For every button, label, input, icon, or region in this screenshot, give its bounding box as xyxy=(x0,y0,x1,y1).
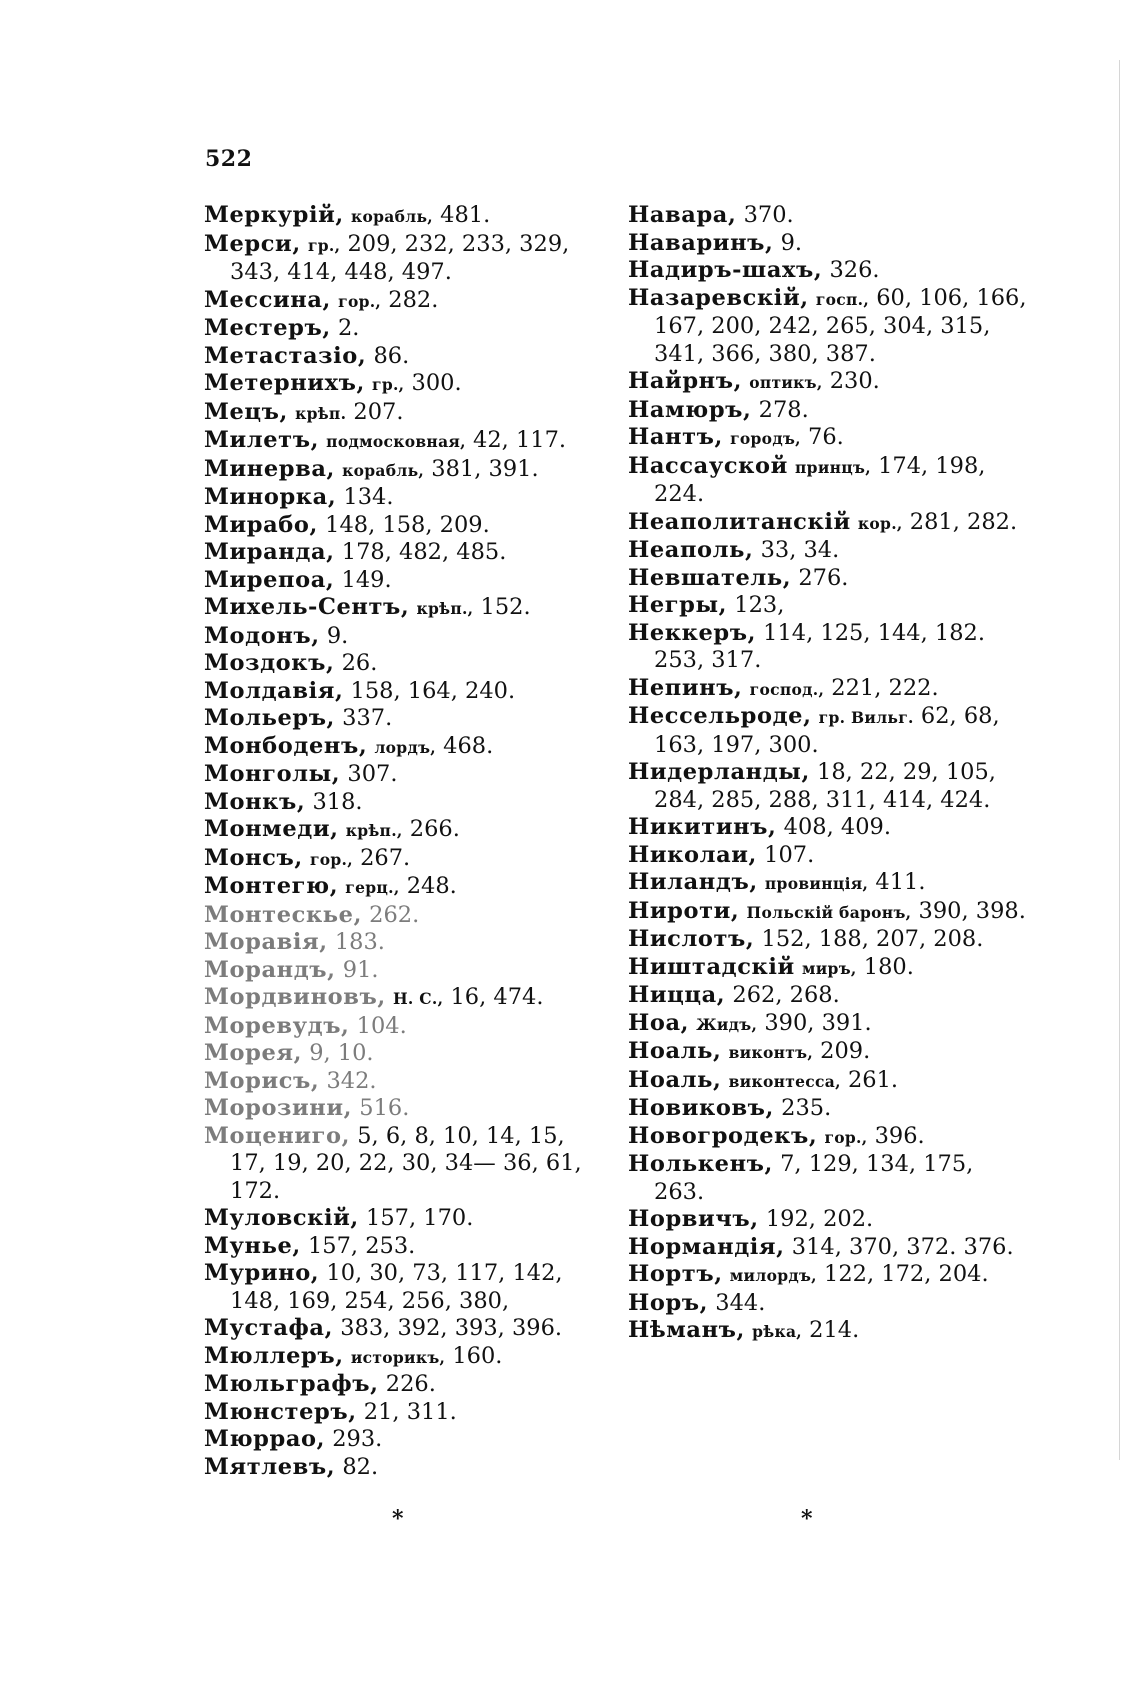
entry-headword: Моздокъ, xyxy=(204,650,335,676)
entry-headword: Неаполитанскій xyxy=(628,508,851,535)
entry-page-refs: 344. xyxy=(715,1289,766,1316)
index-entry xyxy=(204,1426,604,1454)
index-entry xyxy=(204,761,604,789)
entry-headword: Новиковъ, xyxy=(628,1095,774,1121)
entry-headword: Нессельроде, xyxy=(628,703,812,729)
entry-page-refs: 7, 129, 134, 175, 263. xyxy=(654,1151,974,1205)
entry-note: гр., xyxy=(372,375,405,394)
entry-headword: Монтегю, xyxy=(204,873,339,899)
index-entry xyxy=(204,1068,604,1096)
index-entry xyxy=(204,789,604,817)
entry-page-refs: 481. xyxy=(440,202,491,228)
entry-page-refs: 516. xyxy=(359,1095,410,1121)
entry-page-refs: 2. xyxy=(337,315,360,341)
entry-page-refs: 157, 253. xyxy=(307,1232,416,1259)
index-entry xyxy=(204,1399,604,1427)
index-entry xyxy=(628,202,1028,230)
entry-note: виконтъ, xyxy=(728,1043,814,1062)
entry-page-refs: 5, 6, 8, 10, 14, 15, 17, 19, 20, 22, 30, 34— 36, 61, 172. xyxy=(230,1122,582,1204)
entry-page-refs: 235. xyxy=(781,1095,832,1121)
entry-page-refs: 10, 30, 73, 117, 142, 148, 169, 254, 256, 380, xyxy=(230,1260,563,1314)
entry-note: госп., xyxy=(815,289,870,309)
entry-page-refs: 293. xyxy=(332,1426,383,1452)
entry-headword: Мессина, xyxy=(204,286,331,313)
index-entry xyxy=(204,567,604,595)
entry-page-refs: 107. xyxy=(764,841,815,868)
entry-headword: Нолькенъ, xyxy=(628,1151,773,1177)
entry-headword: Мунье, xyxy=(204,1232,301,1259)
index-column-left xyxy=(204,202,604,1481)
entry-page-refs: 370. xyxy=(743,202,794,228)
entry-page-refs: 262. xyxy=(369,901,420,928)
entry-headword: Мольеръ, xyxy=(204,705,335,731)
entry-page-refs: 60, 106, 166, 167, 200, 242, 265, 304, 315, 341, 366, 380, 387. xyxy=(654,284,1027,367)
entry-page-refs: 396. xyxy=(874,1122,925,1149)
entry-note: кор., xyxy=(857,513,903,533)
entry-headword: Неаполь, xyxy=(628,537,754,563)
entry-headword: Намюръ, xyxy=(628,396,752,423)
entry-page-refs: 18, 22, 29, 105, 284, 285, 288, 311, 414, 424. xyxy=(654,759,996,813)
entry-headword: Миранда, xyxy=(204,539,335,565)
entry-note: гор., xyxy=(309,849,353,869)
index-entry xyxy=(204,315,604,343)
index-entry xyxy=(204,370,604,399)
entry-page-refs: 390, 391. xyxy=(764,1009,872,1036)
entry-note: милордъ, xyxy=(729,1266,817,1285)
entry-page-refs: 411. xyxy=(875,869,926,895)
entry-note: виконтесса, xyxy=(728,1071,841,1091)
entry-headword: Навара, xyxy=(628,202,737,228)
page-number: 522 xyxy=(205,146,253,172)
entry-note: провинція, xyxy=(764,874,869,893)
entry-page-refs: 307. xyxy=(347,761,398,787)
index-entry xyxy=(628,1151,1028,1206)
index-entry xyxy=(204,816,604,845)
entry-page-refs: 91. xyxy=(342,956,379,983)
index-entry xyxy=(204,539,604,567)
index-entry xyxy=(628,982,1028,1010)
index-entry xyxy=(628,954,1028,983)
entry-page-refs: 158, 164, 240. xyxy=(350,677,516,704)
entry-headword: Назаревскій, xyxy=(628,284,809,311)
entry-page-refs: 160. xyxy=(452,1342,503,1369)
index-entry xyxy=(204,343,604,371)
index-entry xyxy=(204,1205,604,1233)
entry-headword: Моцениго, xyxy=(204,1122,351,1149)
index-entry xyxy=(628,565,1028,593)
index-entry xyxy=(628,285,1028,369)
entry-headword: Нассауской xyxy=(628,452,788,479)
entry-page-refs: 207. xyxy=(353,398,404,425)
entry-headword: Милетъ, xyxy=(204,427,320,453)
entry-headword: Ноаль, xyxy=(628,1066,722,1093)
entry-headword: Морандъ, xyxy=(204,956,336,983)
entry-page-refs: 123, xyxy=(734,592,785,618)
index-entry xyxy=(628,703,1028,759)
entry-note: корабль, xyxy=(350,207,433,226)
entry-note: историкъ, xyxy=(350,1347,446,1367)
entry-page-refs: 261. xyxy=(847,1066,899,1093)
index-entry xyxy=(204,1040,604,1068)
entry-headword: Мерси, xyxy=(204,230,301,257)
index-entry xyxy=(628,926,1028,954)
entry-page-refs: 408, 409. xyxy=(783,814,891,840)
index-entry xyxy=(204,929,604,957)
index-entry xyxy=(204,1123,604,1206)
entry-headword: Молдавія, xyxy=(204,677,344,704)
index-entry xyxy=(204,873,604,902)
entry-note: оптикъ, xyxy=(749,373,823,392)
index-entry xyxy=(204,594,604,623)
entry-page-refs: 221, 222. xyxy=(831,674,939,701)
index-entry xyxy=(628,1290,1028,1318)
index-entry xyxy=(628,675,1028,704)
entry-page-refs: 122, 172, 204. xyxy=(824,1261,989,1287)
entry-note: господ., xyxy=(749,679,825,699)
index-entry xyxy=(628,537,1028,565)
entry-note: подмосковная, xyxy=(326,432,466,451)
entry-headword: Нормандія, xyxy=(628,1233,785,1260)
index-entry xyxy=(204,1343,604,1372)
entry-headword: Нортъ, xyxy=(628,1261,723,1287)
entry-headword: Мятлевъ, xyxy=(204,1453,336,1480)
index-entry xyxy=(204,845,604,874)
index-entry xyxy=(204,1315,604,1343)
index-entry xyxy=(204,287,604,316)
entry-headword: Мирепоа, xyxy=(204,566,335,593)
entry-page-refs: 276. xyxy=(798,564,849,591)
entry-headword: Негры, xyxy=(628,592,728,618)
entry-headword: Нѣманъ, xyxy=(628,1317,745,1343)
entry-note: крѣп. xyxy=(295,403,347,423)
scan-edge-line xyxy=(1119,60,1120,1460)
index-entry xyxy=(628,620,1028,675)
entry-page-refs: 278. xyxy=(758,396,809,423)
index-entry xyxy=(628,397,1028,425)
index-entry xyxy=(628,869,1028,898)
entry-note: Польскій баронъ, xyxy=(746,902,912,922)
index-entry xyxy=(204,678,604,706)
index-entry xyxy=(204,1095,604,1123)
index-entry xyxy=(628,1067,1028,1096)
entry-page-refs: 192, 202. xyxy=(765,1206,874,1232)
entry-page-refs: 114, 125, 144, 182. 253, 317. xyxy=(654,619,986,673)
index-entry xyxy=(204,623,604,651)
entry-headword: Модонъ, xyxy=(204,622,320,649)
entry-note: Жидъ, xyxy=(696,1014,758,1034)
entry-note: крѣп., xyxy=(416,599,474,618)
index-entry xyxy=(204,1260,604,1315)
entry-headword: Ноаль, xyxy=(628,1038,722,1064)
index-entry xyxy=(628,592,1028,620)
entry-headword: Монбоденъ, xyxy=(204,732,368,759)
entry-headword: Ништадскій xyxy=(628,953,795,980)
index-entry xyxy=(628,424,1028,453)
entry-page-refs: 62, 68, 163, 197, 300. xyxy=(654,703,1000,758)
entry-page-refs: 337. xyxy=(342,705,393,731)
entry-headword: Найрнъ, xyxy=(628,368,743,394)
entry-headword: Мирабо, xyxy=(204,511,318,538)
entry-page-refs: 174, 198, 224. xyxy=(654,452,986,507)
entry-note: гр. Вильг. xyxy=(818,708,914,727)
index-entry xyxy=(628,759,1028,814)
entry-page-refs: 390, 398. xyxy=(918,897,1026,924)
index-entry xyxy=(204,705,604,733)
index-entry xyxy=(628,230,1028,258)
entry-page-refs: 230. xyxy=(829,368,880,394)
entry-headword: Надиръ-шахъ, xyxy=(628,257,823,283)
entry-headword: Моравія, xyxy=(204,929,328,955)
index-entry xyxy=(204,484,604,512)
entry-headword: Метернихъ, xyxy=(204,370,365,396)
entry-headword: Мустафа, xyxy=(204,1315,334,1341)
entry-page-refs: 262, 268. xyxy=(732,982,840,1008)
entry-page-refs: 76. xyxy=(808,424,844,450)
entry-page-refs: 383, 392, 393, 396. xyxy=(340,1315,563,1341)
entry-headword: Минорка, xyxy=(204,484,337,510)
entry-headword: Ниландъ, xyxy=(628,869,758,895)
index-entry xyxy=(628,1261,1028,1290)
entry-headword: Мордвиновъ, xyxy=(204,984,386,1010)
index-entry xyxy=(628,898,1028,927)
entry-note: рѣка, xyxy=(752,1322,802,1341)
entry-page-refs: 86. xyxy=(373,342,410,369)
entry-note: крѣп., xyxy=(345,821,403,840)
entry-page-refs: 318. xyxy=(312,788,363,815)
entry-headword: Морисъ, xyxy=(204,1067,320,1094)
entry-headword: Наваринъ, xyxy=(628,229,774,256)
entry-page-refs: 468. xyxy=(443,732,494,759)
index-entry xyxy=(204,1454,604,1482)
entry-headword: Морозини, xyxy=(204,1095,353,1121)
index-entry xyxy=(204,733,604,762)
entry-page-refs: 82. xyxy=(342,1453,379,1480)
index-entry xyxy=(628,1010,1028,1039)
entry-page-refs: 183. xyxy=(334,929,385,955)
entry-page-refs: 148, 158, 209. xyxy=(325,511,490,538)
entry-headword: Мюллеръ, xyxy=(204,1342,344,1369)
end-mark-right: * xyxy=(801,1506,813,1532)
entry-headword: Муловскій, xyxy=(204,1205,359,1231)
entry-page-refs: 248. xyxy=(406,873,457,899)
entry-headword: Мурино, xyxy=(204,1260,320,1286)
entry-headword: Николаи, xyxy=(628,841,757,868)
entry-page-refs: 209, 232, 233, 329, 343, 414, 448, 497. xyxy=(230,230,570,285)
index-entry xyxy=(204,984,604,1013)
entry-page-refs: 326. xyxy=(829,257,880,283)
entry-headword: Мюррао, xyxy=(204,1426,326,1452)
entry-page-refs: 282. xyxy=(388,286,439,313)
index-entry xyxy=(628,1206,1028,1234)
entry-headword: Новогродекъ, xyxy=(628,1122,818,1149)
index-entry xyxy=(628,1038,1028,1067)
entry-page-refs: 16, 474. xyxy=(450,984,544,1010)
index-entry xyxy=(628,842,1028,870)
index-entry xyxy=(204,202,604,231)
entry-page-refs: 152. xyxy=(480,594,531,620)
entry-headword: Нислотъ, xyxy=(628,926,755,952)
index-entry xyxy=(628,509,1028,538)
index-entry xyxy=(628,368,1028,397)
entry-headword: Ноа, xyxy=(628,1009,690,1036)
entry-page-refs: 152, 188, 207, 208. xyxy=(761,926,984,952)
entry-note: герц., xyxy=(345,878,400,897)
entry-page-refs: 42, 117. xyxy=(473,427,567,453)
index-entry xyxy=(204,456,604,485)
entry-page-refs: 226. xyxy=(385,1371,436,1397)
index-entry xyxy=(628,1317,1028,1346)
entry-note: Н. С., xyxy=(392,989,444,1008)
entry-headword: Морея, xyxy=(204,1040,303,1066)
entry-note: корабль, xyxy=(342,460,425,480)
entry-page-refs: 178, 482, 485. xyxy=(341,539,507,565)
entry-page-refs: 9. xyxy=(780,229,803,256)
index-entry xyxy=(204,650,604,678)
index-entry xyxy=(628,257,1028,285)
entry-headword: Мюнстеръ, xyxy=(204,1398,357,1425)
entry-headword: Норвичъ, xyxy=(628,1206,759,1232)
entry-page-refs: 9, 10. xyxy=(309,1040,374,1066)
index-entry xyxy=(628,814,1028,842)
entry-page-refs: 266. xyxy=(409,816,460,842)
end-mark-left: * xyxy=(392,1506,404,1532)
entry-page-refs: 281, 282. xyxy=(909,508,1018,535)
entry-note: гор., xyxy=(824,1127,868,1147)
entry-headword: Монкъ, xyxy=(204,788,306,815)
entry-headword: Меркурій, xyxy=(204,202,344,228)
index-entry xyxy=(204,1371,604,1399)
entry-headword: Нантъ, xyxy=(628,424,723,450)
entry-page-refs: 214. xyxy=(809,1317,860,1343)
entry-note: гор., xyxy=(338,291,382,311)
entry-headword: Монмеди, xyxy=(204,816,339,842)
entry-headword: Непинъ, xyxy=(628,674,743,701)
entry-page-refs: 26. xyxy=(341,650,378,676)
index-entry xyxy=(204,1233,604,1261)
entry-note: гр., xyxy=(307,235,341,255)
entry-note: миръ, xyxy=(802,958,857,978)
entry-page-refs: 134. xyxy=(343,484,394,510)
entry-page-refs: 381, 391. xyxy=(431,455,539,482)
index-column-right xyxy=(628,202,1028,1346)
entry-headword: Нироти, xyxy=(628,897,740,924)
index-entry xyxy=(204,512,604,540)
entry-headword: Минерва, xyxy=(204,455,335,482)
entry-headword: Норъ, xyxy=(628,1289,709,1316)
index-entry xyxy=(628,1234,1028,1262)
entry-page-refs: 267. xyxy=(360,844,411,871)
index-entry xyxy=(204,1013,604,1041)
entry-note: городъ, xyxy=(730,429,801,448)
index-entry xyxy=(628,1123,1028,1152)
entry-headword: Неккеръ, xyxy=(628,619,757,646)
entry-headword: Моревудъ, xyxy=(204,1012,350,1039)
index-entry xyxy=(204,399,604,428)
index-entry xyxy=(628,453,1028,509)
entry-page-refs: 21, 311. xyxy=(363,1398,457,1425)
entry-headword: Никитинъ, xyxy=(628,814,777,840)
entry-page-refs: 33, 34. xyxy=(760,537,840,563)
entry-page-refs: 149. xyxy=(341,566,392,593)
entry-headword: Мюльграфъ, xyxy=(204,1371,379,1397)
entry-note: лордъ, xyxy=(374,737,436,757)
entry-headword: Монголы, xyxy=(204,761,341,787)
entry-headword: Ницца, xyxy=(628,982,726,1008)
entry-page-refs: 300. xyxy=(411,370,462,396)
entry-headword: Монтескье, xyxy=(204,901,363,928)
entry-headword: Михель-Сентъ, xyxy=(204,594,410,620)
entry-headword: Метастазіо, xyxy=(204,342,367,369)
entry-page-refs: 342. xyxy=(326,1067,377,1094)
entry-note: принцъ, xyxy=(795,457,871,477)
entry-headword: Монсъ, xyxy=(204,844,303,871)
index-entry xyxy=(628,1095,1028,1123)
index-entry xyxy=(204,902,604,930)
index-entry xyxy=(204,427,604,456)
entry-page-refs: 157, 170. xyxy=(366,1205,474,1231)
entry-headword: Местеръ, xyxy=(204,315,331,341)
entry-headword: Мецъ, xyxy=(204,398,288,425)
index-entry xyxy=(204,231,604,287)
entry-page-refs: 314, 370, 372. 376. xyxy=(791,1233,1014,1260)
entry-headword: Нидерланды, xyxy=(628,759,810,785)
entry-page-refs: 9. xyxy=(326,622,349,649)
entry-page-refs: 104. xyxy=(356,1012,407,1039)
entry-page-refs: 180. xyxy=(863,953,914,980)
index-entry xyxy=(204,957,604,985)
entry-page-refs: 209. xyxy=(820,1038,871,1064)
entry-headword: Невшатель, xyxy=(628,564,792,591)
